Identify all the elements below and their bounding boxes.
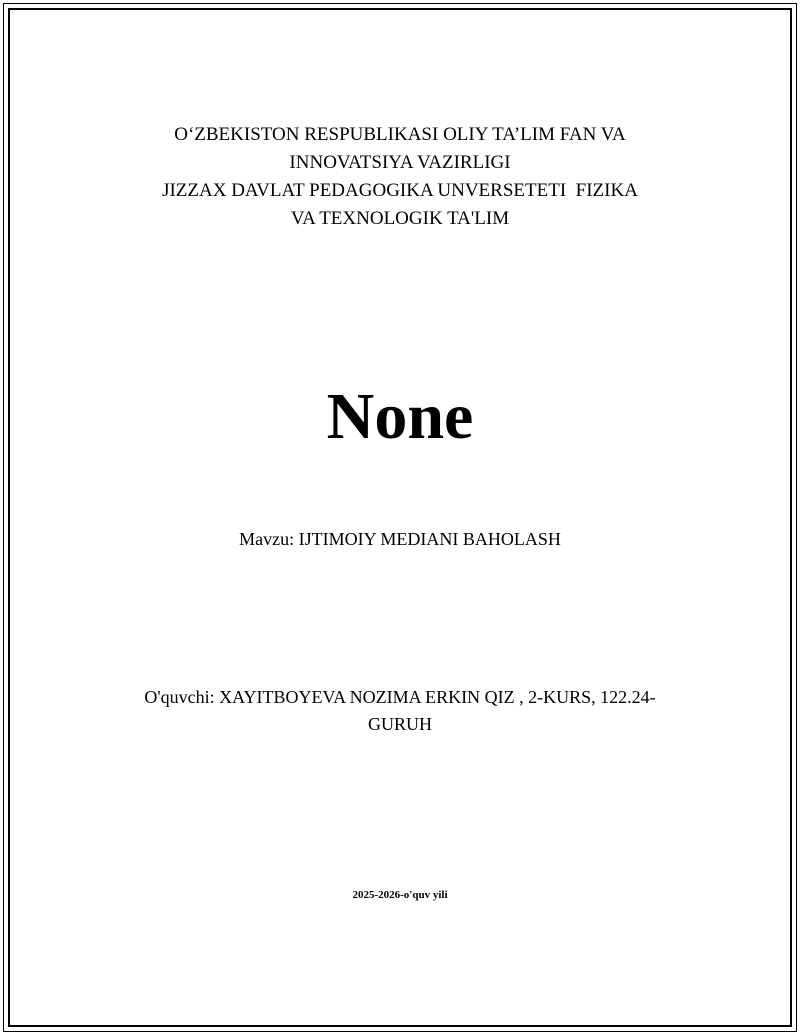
document-title: None [326,380,474,453]
header-line: O‘ZBEKISTON RESPUBLIKASI OLIY TA’LIM FAN VA [174,124,626,145]
topic-line: Mavzu: IJTIMOIY MEDIANI BAHOLASH [239,529,561,549]
student-line: O'quvchi: XAYITBOYEVA NOZIMA ERKIN QIZ , 2-KURS, 122.24- [144,687,656,707]
student-line: GURUH [367,714,432,734]
academic-year: 2025-2026-o'quv yili [352,889,448,901]
header-line: JIZZAX DAVLAT PEDAGOGIKA UNVERSETETI FIZIKA [162,180,638,201]
institution-header [0,121,800,233]
header-line: VA TEXNOLOGIK TA'LIM [290,208,510,229]
student-info [0,684,800,738]
header-line: INNOVATSIYA VAZIRLIGI [289,152,511,173]
